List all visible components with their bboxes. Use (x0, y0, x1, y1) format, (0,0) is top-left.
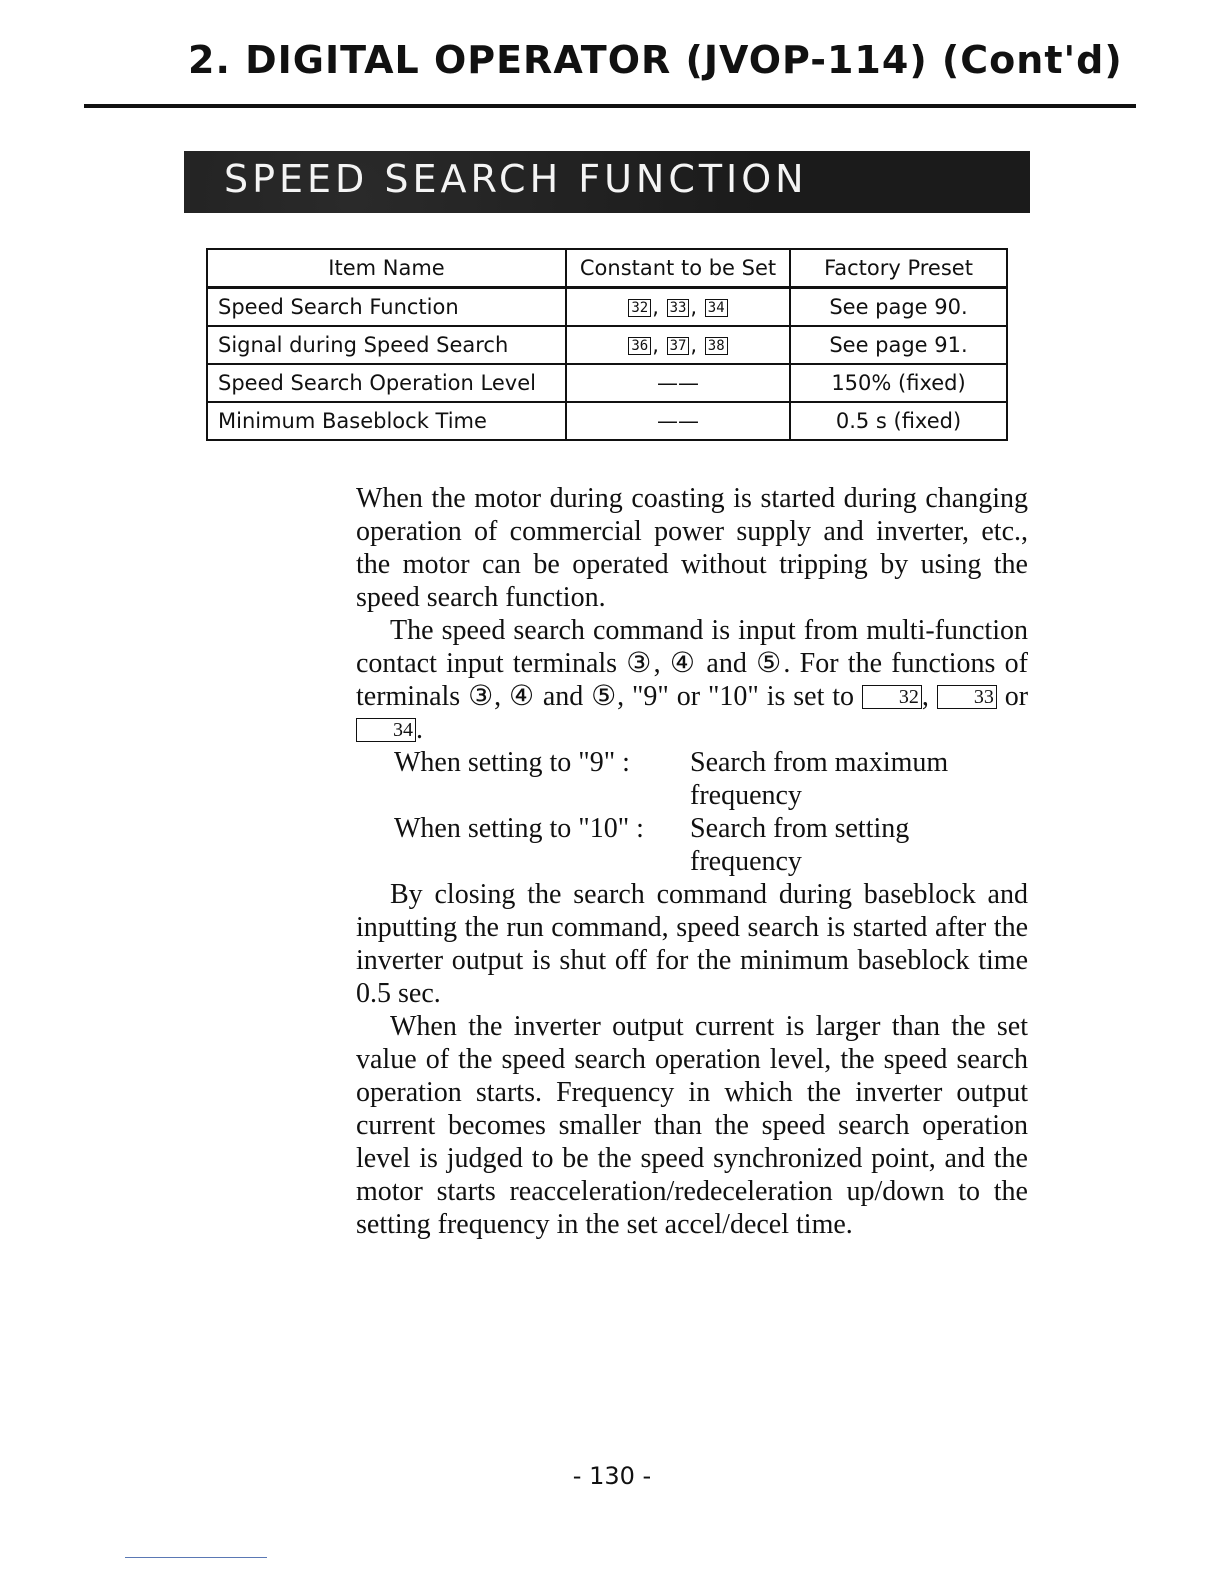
section-banner-text: SPEED SEARCH FUNCTION (224, 157, 808, 201)
paragraph-intro: When the motor during coasting is started during changing operation of commercial power supply and inverter, etc., the motor can be operated without tripping by using the speed search function. (356, 483, 1028, 613)
col-header-factory-preset: Factory Preset (790, 249, 1007, 288)
setting-label: When setting to "9" : (394, 747, 630, 778)
col-header-item-name: Item Name (207, 249, 566, 288)
setting-row (394, 746, 1028, 812)
row-item-name: Signal during Speed Search (207, 326, 566, 364)
row-preset: 150% (fixed) (790, 364, 1007, 402)
setting-row (394, 812, 1028, 878)
table-row (207, 364, 1007, 402)
table-row (207, 402, 1007, 440)
row-preset: See page 90. (790, 288, 1007, 327)
setting-value: Search from maximum frequency (690, 747, 949, 811)
col-header-constant: Constant to be Set (566, 249, 790, 288)
table-row (207, 288, 1007, 327)
constant-ref-box: 32 (862, 685, 922, 709)
paragraph-command-text: The speed search command is input from multi-function contact input terminals ③, ④ and ⑤. For the functions of terminals ③, ④ and ⑤, "9" or "10" is set to (356, 615, 1028, 712)
setting-value: Search from setting frequency (690, 813, 910, 877)
row-item-name: Speed Search Operation Level (207, 364, 566, 402)
paragraph-command: The speed search command is input from multi-function contact input terminals ③, ④ and ⑤. For the functions of terminals ③, ④ and ⑤, "9" or "10" is set to 32 , 33 or 34 . (356, 615, 1029, 745)
page-number: - 130 - (572, 1462, 652, 1490)
table-header-row (207, 249, 1007, 288)
constant-box: 36 (628, 337, 651, 355)
constant-box: 33 (667, 299, 690, 317)
constant-box: 37 (667, 337, 690, 355)
constants-table (206, 248, 1008, 441)
row-constants: 36 , 37 , 38 (566, 326, 790, 364)
row-item-name: Speed Search Function (207, 288, 566, 327)
row-constants-dash: —— (566, 402, 790, 440)
section-banner (184, 151, 1030, 213)
paragraph-operation: When the inverter output current is larger than the set value of the speed search operation level, the speed search operation starts. Frequency in which the inverter output current becomes smaller than the speed search operation level is judged to be the speed synchronized point, and the motor starts reacceleration/redeceleration up/down to the setting frequency in the set accel/decel time. (356, 1011, 1028, 1240)
table-row (207, 326, 1007, 364)
setting-label: When setting to "10" : (394, 813, 644, 844)
footer-line (125, 1557, 267, 1558)
constant-ref-box: 33 (937, 685, 997, 709)
row-item-name: Minimum Baseblock Time (207, 402, 566, 440)
row-constants: 32 , 33 , 34 (566, 288, 790, 327)
row-preset: See page 91. (790, 326, 1007, 364)
title-rule (84, 104, 1136, 108)
row-preset: 0.5 s (fixed) (790, 402, 1007, 440)
paragraph-baseblock: By closing the search command during baseblock and inputting the run command, speed search is started after the inverter output is shut off for the minimum baseblock time 0.5 sec. (356, 879, 1028, 1009)
constant-ref-box: 34 (356, 718, 416, 742)
body-text (356, 482, 1028, 1241)
page-title: 2. DIGITAL OPERATOR (JVOP-114) (Cont'd) (188, 38, 1123, 82)
row-constants-dash: —— (566, 364, 790, 402)
constant-box: 34 (705, 299, 728, 317)
constant-box: 32 (628, 299, 651, 317)
constant-box: 38 (705, 337, 728, 355)
